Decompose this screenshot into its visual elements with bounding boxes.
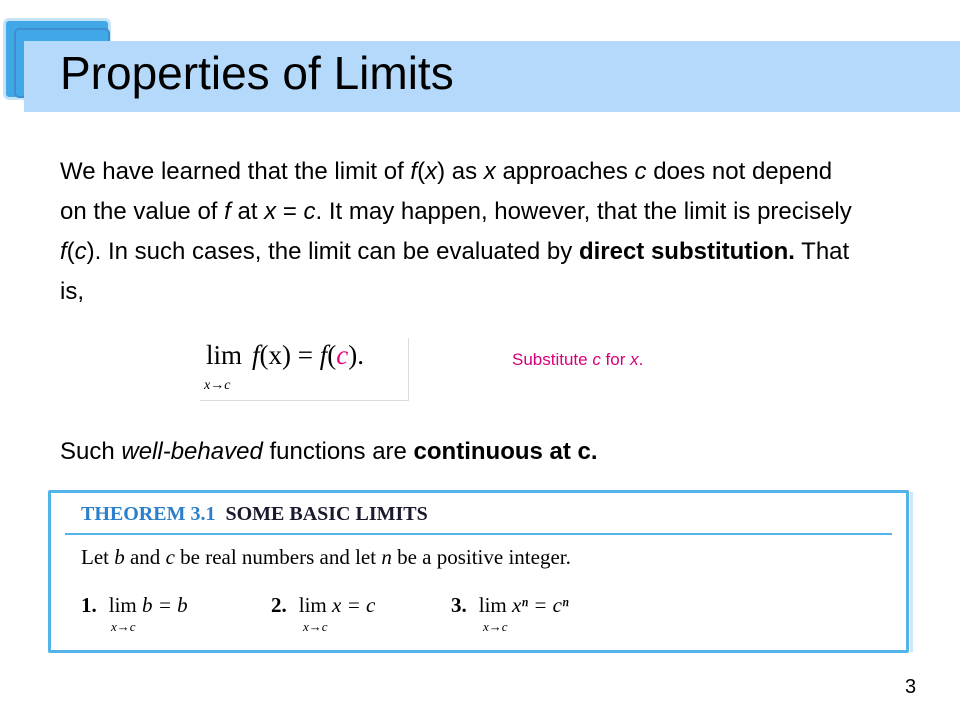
sentence-text: Such	[60, 438, 122, 465]
item-number: 2.	[271, 593, 287, 617]
intro-paragraph	[60, 152, 860, 312]
well-behaved-sentence	[60, 438, 598, 466]
formula-body	[252, 340, 364, 371]
statement-var: n	[381, 545, 392, 569]
theorem-limits-list	[81, 593, 881, 643]
intro-text: does not depend on the value of	[60, 158, 833, 225]
direct-substitution-formula	[200, 338, 409, 401]
theorem-heading: SOME BASIC LIMITS	[225, 503, 428, 525]
intro-text: (	[66, 238, 75, 265]
theorem-item	[451, 593, 569, 634]
item-lim: lim	[298, 593, 327, 617]
intro-var: f	[60, 238, 67, 265]
formula-arg: (x)	[259, 340, 291, 370]
slide-title: Properties of Limits	[60, 47, 454, 99]
intro-var: f	[224, 198, 231, 225]
statement-text: be real numbers and let	[174, 545, 382, 569]
statement-text: Let	[81, 545, 115, 569]
lim-operator: lim	[206, 340, 243, 370]
intro-var: x	[264, 198, 277, 225]
lim-subscript: x→c	[204, 378, 231, 393]
intro-text: We have learned that the limit of	[60, 158, 411, 185]
statement-text: be a positive integer.	[391, 545, 571, 569]
intro-text: approaches	[495, 158, 635, 185]
item-body: x = c	[332, 593, 376, 617]
formula-c: c	[336, 340, 349, 370]
item-subscript: x→c	[303, 619, 328, 634]
statement-var: b	[114, 545, 125, 569]
formula-paren: ).	[348, 340, 364, 370]
item-subscript: x→c	[111, 619, 136, 634]
note-var: x	[630, 350, 639, 369]
continuous-term: continuous at c.	[413, 438, 598, 465]
well-behaved-term: well-behaved	[121, 438, 263, 465]
sentence-text: functions are	[262, 438, 414, 465]
item-subscript: x→c	[483, 619, 508, 634]
intro-text: (	[417, 158, 426, 185]
note-text: Substitute	[512, 350, 593, 369]
item-number: 1.	[81, 593, 97, 617]
theorem-divider	[65, 533, 892, 535]
statement-var: c	[165, 545, 175, 569]
page-number: 3	[905, 676, 917, 698]
theorem-item	[271, 593, 376, 634]
item-body: xⁿ = cⁿ	[512, 593, 569, 617]
intro-var: f	[410, 158, 418, 185]
direct-substitution-term: direct substitution.	[578, 238, 795, 265]
note-text: .	[638, 350, 644, 369]
theorem-statement	[81, 545, 571, 570]
formula-f: f	[252, 340, 260, 370]
item-lim: lim	[108, 593, 137, 617]
intro-var: c	[634, 158, 647, 185]
note-var: c	[592, 350, 601, 369]
intro-text: . It may happen, however, that the limit is precisely	[315, 198, 852, 225]
note-text: for	[600, 350, 631, 369]
item-body: b = b	[142, 593, 188, 617]
item-number: 3.	[451, 593, 467, 617]
formula-paren: (	[327, 340, 337, 370]
theorem-number: THEOREM 3.1	[81, 503, 216, 525]
theorem-header	[81, 503, 428, 526]
formula-f: f	[319, 340, 328, 370]
statement-text: and	[124, 545, 166, 569]
intro-var: x	[483, 158, 496, 185]
theorem-box	[48, 490, 909, 653]
intro-var: x	[425, 158, 438, 185]
item-lim: lim	[478, 593, 507, 617]
intro-text: at	[230, 198, 265, 225]
intro-text: ) as	[437, 158, 484, 185]
intro-text: That is,	[60, 238, 850, 305]
intro-var: c	[74, 238, 87, 265]
intro-var: c	[303, 198, 316, 225]
formula-equals: =	[291, 340, 320, 370]
substitute-note	[512, 350, 643, 370]
theorem-box-shadow	[910, 492, 913, 652]
theorem-item	[81, 593, 188, 634]
intro-text: =	[276, 198, 304, 225]
intro-text: ). In such cases, the limit can be evaluated by	[86, 238, 579, 265]
